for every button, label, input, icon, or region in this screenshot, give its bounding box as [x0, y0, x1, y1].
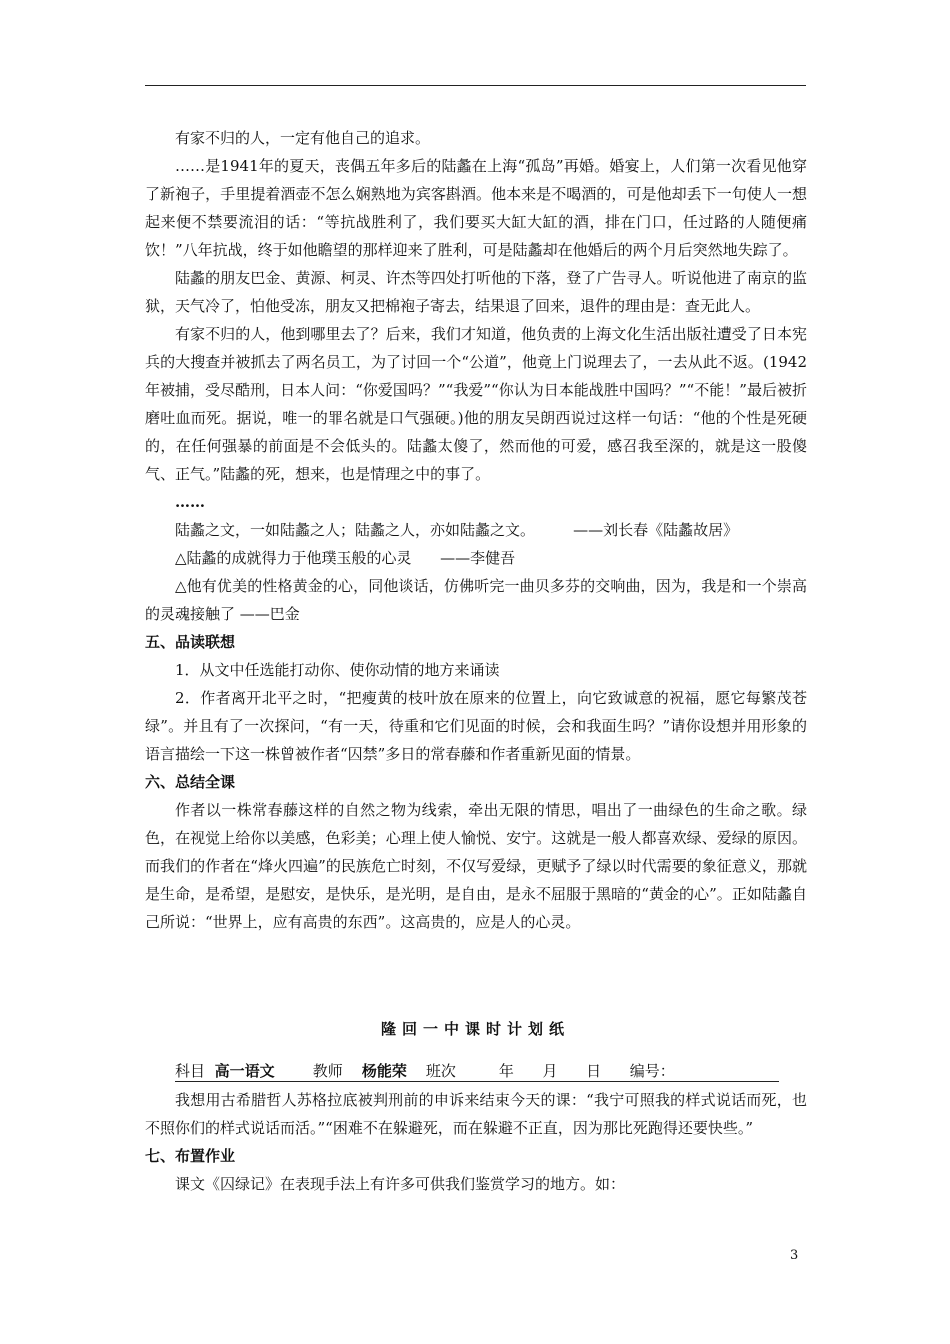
year-label: 年 [498, 1062, 514, 1080]
ellipsis: …… [175, 493, 205, 511]
subject-label: 科目 [175, 1062, 206, 1080]
meta-underline [175, 1081, 779, 1082]
lower-text-block [145, 1086, 807, 1198]
quote-line: △陆蠡的成就得力于他璞玉般的心灵 ——李健吾 [175, 549, 516, 567]
paragraph: 作者以一株常春藤这样的自然之物为线索，牵出无限的情思，唱出了一曲绿色的生命之歌。绿色，在视觉上给你以美感，色彩美；心理上使人愉悦、安宁。这就是一般人都喜欢绿、爱绿的原因。而我们的作者在“烽火四遍”的民族危亡时刻，不仅写爱绿，更赋予了绿以时代需要的象征意义，那就是生命，是希望，是慰安，是快乐，是光明，是自由，是永不屈服于黑暗的“黄金的心”。正如陆蠡自己所说：“世界上，应有高贵的东西”。这高贵的，应是人的心灵。 [145, 801, 807, 931]
teacher-value: 杨能荣 [361, 1062, 407, 1080]
class-label: 班次 [425, 1062, 456, 1080]
paragraph: 有家不归的人，他到哪里去了？后来，我们才知道，他负责的上海文化生活出版社遭受了日本宪兵的大搜查并被抓去了两名员工，为了讨回一个“公道”，他竟上门说理去了，一去从此不返。(1942年被捕，受尽酷刑，日本人问：“你爱国吗？”“我爱”“你认为日本能战胜中国吗？”“不能！”最后被折磨吐血而死。据说，唯一的罪名就是口气强硬。)他的朋友吴朗西说过这样一句话：“他的个性是死硬的，在任何强暴的前面是不会低头的。陆蠡太傻了，然而他的可爱，感召我至深的，就是这一股傻气、正气。”陆蠡的死，想来，也是情理之中的事了。 [145, 325, 807, 483]
list-item: 1．从文中任选能打动你、使你动情的地方来诵读 [175, 661, 500, 679]
paragraph: 课文《囚绿记》在表现手法上有许多可供我们鉴赏学习的地方。如： [175, 1175, 626, 1193]
header-rule [145, 85, 806, 86]
list-item: 2．作者离开北平之时，“把瘦黄的枝叶放在原来的位置上，向它致诚意的祝福，愿它每繁茂苍绿”。并且有了一次探问，“有一天，待重和它们见面的时候，会和我面生吗？”请你设想并用形象的语言描绘一下这一株曾被作者“囚禁”多日的常春藤和作者重新见面的情景。 [145, 689, 807, 763]
number-label: 编号： [629, 1062, 675, 1080]
quote-line: △他有优美的性格黄金的心，同他谈话，仿佛听完一曲贝多芬的交响曲，因为，我是和一个崇高的灵魂接触了 ——巴金 [145, 577, 807, 623]
upper-text-block [145, 124, 807, 936]
plan-title: 隆回一中课时计划纸 [380, 1020, 570, 1038]
section-heading: 五、品读联想 [145, 633, 236, 651]
plan-meta [175, 1060, 675, 1081]
section-heading: 六、总结全课 [145, 773, 236, 791]
subject-value: 高一语文 [214, 1062, 275, 1080]
page-number: 3 [790, 1248, 799, 1263]
paragraph: 陆蠡的朋友巴金、黄源、柯灵、许杰等四处打听他的下落，登了广告寻人。听说他进了南京的监狱，天气冷了，怕他受冻，朋友又把棉袍子寄去，结果退了回来，退件的理由是：查无此人。 [145, 269, 807, 315]
day-label: 日 [586, 1062, 602, 1080]
quote-line: 陆蠡之文，一如陆蠡之人；陆蠡之人，亦如陆蠡之文。 ——刘长春《陆蠡故居》 [175, 521, 739, 539]
paragraph: 有家不归的人，一定有他自己的追求。 [175, 129, 431, 147]
teacher-label: 教师 [312, 1062, 343, 1080]
month-label: 月 [542, 1062, 558, 1080]
section-heading: 七、布置作业 [145, 1147, 236, 1165]
paragraph: 我想用古希腊哲人苏格拉底被判刑前的申诉来结束今天的课：“我宁可照我的样式说话而死，也不照你们的样式说话而活。”“困难不在躲避死，而在躲避不正直，因为那比死跑得还要快些。” [145, 1091, 807, 1137]
paragraph: ……是1941年的夏天，丧偶五年多后的陆蠡在上海“孤岛”再婚。婚宴上，人们第一次看见他穿了新袍子，手里提着酒壶不怎么娴熟地为宾客斟酒。他本来是不喝酒的，可是他却丢下一句使人一想起来便不禁要流泪的话：“等抗战胜利了，我们要买大缸大缸的酒，排在门口，任过路的人随便痛饮！”八年抗战，终于如他瞻望的那样迎来了胜利，可是陆蠡却在他婚后的两个月后突然地失踪了。 [145, 157, 807, 259]
